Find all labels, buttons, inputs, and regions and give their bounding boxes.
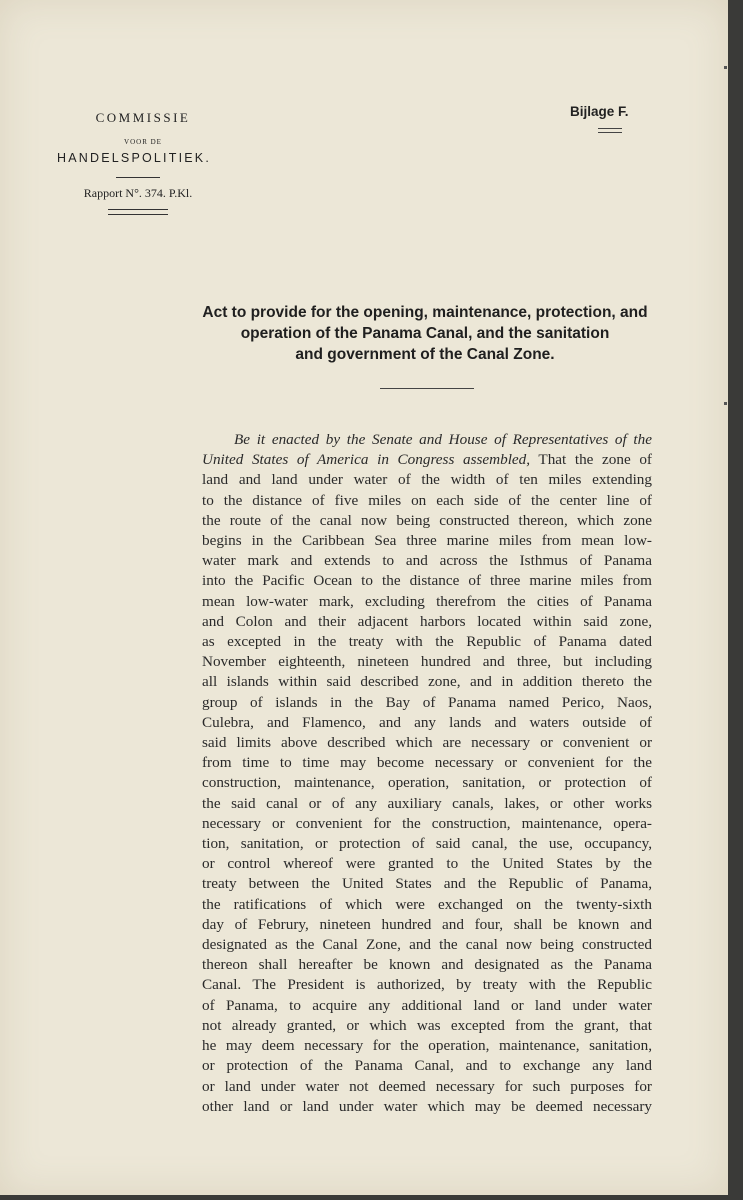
title-line: operation of the Panama Canal, and the sanitation [240, 325, 610, 342]
body-line: as excepted in the treaty with the Republic of Panama dated [202, 633, 652, 651]
header-double-rule [108, 209, 168, 215]
title-divider [380, 388, 474, 389]
body-line: the route of the canal now being constructed thereon, which zone [202, 511, 652, 529]
title-line: and government of the Canal Zone. [295, 346, 555, 363]
body-line: the ratifications of which were exchanged on the twenty-sixth [202, 895, 652, 913]
body-line: designated as the Canal Zone, and the canal now being constructed [202, 936, 652, 954]
body-lines [202, 470, 652, 1117]
commission-header [58, 110, 218, 215]
body-line: group of islands in the Bay of Panama named Perico, Naos, [202, 693, 652, 711]
body-line [202, 450, 652, 470]
handelspolitiek-label: HANDELSPOLITIEK. [57, 151, 211, 165]
body-line: other land or land under water which may be deemed necessary [202, 1097, 652, 1115]
body-line: begins in the Caribbean Sea three marine miles from mean low- [202, 532, 652, 550]
body-line: Be it enacted by the Senate and House of Representatives of the [234, 431, 652, 448]
body-line: Canal. The President is authorized, by treaty with the Republic [202, 976, 652, 994]
body-line: land and land under water of the width of ten miles extending [202, 471, 652, 489]
report-number: Rapport N°. 374. P.Kl. [83, 186, 193, 200]
body-line: water mark and extends to and across the Isthmus of Panama [202, 552, 652, 570]
body-line: or protection of the Panama Canal, and to exchange any land [202, 1057, 652, 1075]
body-line: the said canal or of any auxiliary canals, lakes, or other works [202, 794, 652, 812]
act-title [200, 302, 650, 365]
margin-mark [724, 402, 727, 405]
body-line: to the distance of five miles on each side of the center line of [202, 491, 652, 509]
body-line: thereon shall hereafter be known and designated as the Panama [202, 956, 652, 974]
body-line: and Colon and their adjacent harbors located within said zone, [202, 612, 652, 630]
body-line: treaty between the United States and the Republic of Panama, [202, 875, 652, 893]
commissie-label: COMMISSIE [95, 110, 191, 125]
body-line: said limits above described which are necessary or convenient or [202, 734, 652, 752]
scan-border [728, 0, 743, 1200]
body-line: November eighteenth, nineteen hundred and three, but including [202, 653, 652, 671]
enacting-clause: United States of America in Congress assembled, [202, 451, 531, 469]
body-line: construction, maintenance, operation, sanitation, or protection of [202, 774, 652, 792]
body-line: Culebra, and Flamenco, and any lands and waters outside of [202, 713, 652, 731]
body-line: all islands within said described zone, and in addition thereto the [202, 673, 652, 691]
body-line: mean low-water mark, excluding therefrom the cities of Panama [202, 592, 652, 610]
body-line-rest: That the zone of [530, 451, 652, 469]
body-line: or land under water not deemed necessary for such purposes for [202, 1077, 652, 1095]
body-line: into the Pacific Ocean to the distance of three marine miles from [202, 572, 652, 590]
margin-mark [724, 66, 727, 69]
body-line: of Panama, to acquire any additional land or land under water [202, 996, 652, 1014]
body-line: he may deem necessary for the operation, maintenance, sanitation, [202, 1037, 652, 1055]
body-line: tion, sanitation, or protection of said canal, the use, occupancy, [202, 835, 652, 853]
body-line: necessary or convenient for the construction, maintenance, opera- [202, 814, 652, 832]
appendix-double-rule [598, 128, 622, 133]
body-line: or control whereof were granted to the United States by the [202, 855, 652, 873]
body-line: from time to time may become necessary or convenient for the [202, 754, 652, 772]
appendix-label: Bijlage F. [570, 104, 629, 119]
body-line: not already granted, or which was excepted from the grant, that [202, 1016, 652, 1034]
body-line: day of Februry, nineteen hundred and four, shall be known and [202, 915, 652, 933]
scan-border [0, 1195, 743, 1200]
title-line: Act to provide for the opening, maintenance, protection, and [202, 304, 648, 321]
act-body-text [202, 430, 652, 1117]
header-divider [116, 177, 160, 178]
voor-de-label: VOOR DE [124, 138, 162, 146]
